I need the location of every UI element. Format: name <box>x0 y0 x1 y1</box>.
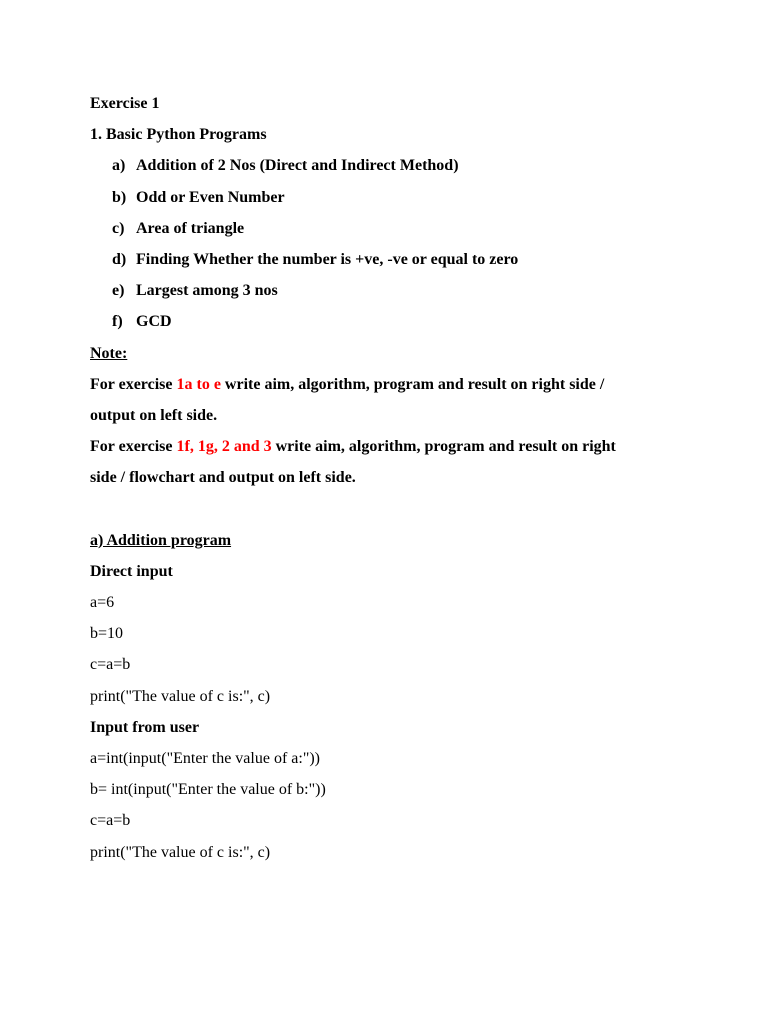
code-line: a=int(input("Enter the value of a:")) <box>90 749 320 767</box>
blank-line <box>90 499 730 530</box>
list-text: Odd or Even Number <box>136 188 285 206</box>
code-line: print("The value of c is:", c) <box>90 687 271 705</box>
code-line: b=10 <box>90 625 124 643</box>
note-suffix: write aim, algorithm, program and result on right <box>271 438 616 456</box>
list-item <box>90 250 730 281</box>
code-line: a=6 <box>90 594 115 611</box>
list-item <box>90 281 730 312</box>
list-item <box>90 156 730 187</box>
direct-input-label: Direct input <box>90 562 173 580</box>
section-heading: 1. Basic Python Programs <box>90 126 267 144</box>
note-label: Note: <box>90 344 128 362</box>
list-marker: b) <box>112 188 127 206</box>
list-text: GCD <box>136 313 172 331</box>
list-item <box>90 219 730 250</box>
list-marker: a) <box>112 157 126 175</box>
code-line: c=a=b <box>90 656 131 674</box>
note-suffix: write aim, algorithm, program and result on right side / <box>220 375 605 393</box>
note-highlight: 1f, 1g, 2 and 3 <box>176 438 272 456</box>
document-page <box>90 94 730 874</box>
list-marker: d) <box>112 250 127 268</box>
note-highlight: 1a to e <box>176 375 221 393</box>
code-line: b= int(input("Enter the value of b:")) <box>90 781 326 799</box>
code-line: print("The value of c is:", c) <box>90 843 271 861</box>
note-prefix: For exercise <box>90 438 177 456</box>
list-item <box>90 188 730 219</box>
list-item <box>90 312 730 343</box>
list-text: Largest among 3 nos <box>136 282 278 300</box>
note-line-2 <box>90 437 730 468</box>
list-marker: e) <box>112 282 125 300</box>
note-line-1 <box>90 375 730 406</box>
list-text: Finding Whether the number is +ve, -ve or equal to zero <box>136 250 519 268</box>
note-line-2-continued: side / flowchart and output on left side. <box>90 469 356 487</box>
list-text: Area of triangle <box>136 219 245 237</box>
note-line-1-continued: output on left side. <box>90 406 218 424</box>
list-marker: c) <box>112 219 125 237</box>
addition-title: a) Addition program <box>90 531 232 549</box>
note-prefix: For exercise <box>90 375 177 393</box>
user-input-label: Input from user <box>90 718 200 736</box>
exercise-heading: Exercise 1 <box>90 95 160 112</box>
code-line: c=a=b <box>90 812 131 830</box>
list-marker: f) <box>112 313 123 331</box>
list-text: Addition of 2 Nos (Direct and Indirect Method) <box>136 157 459 175</box>
